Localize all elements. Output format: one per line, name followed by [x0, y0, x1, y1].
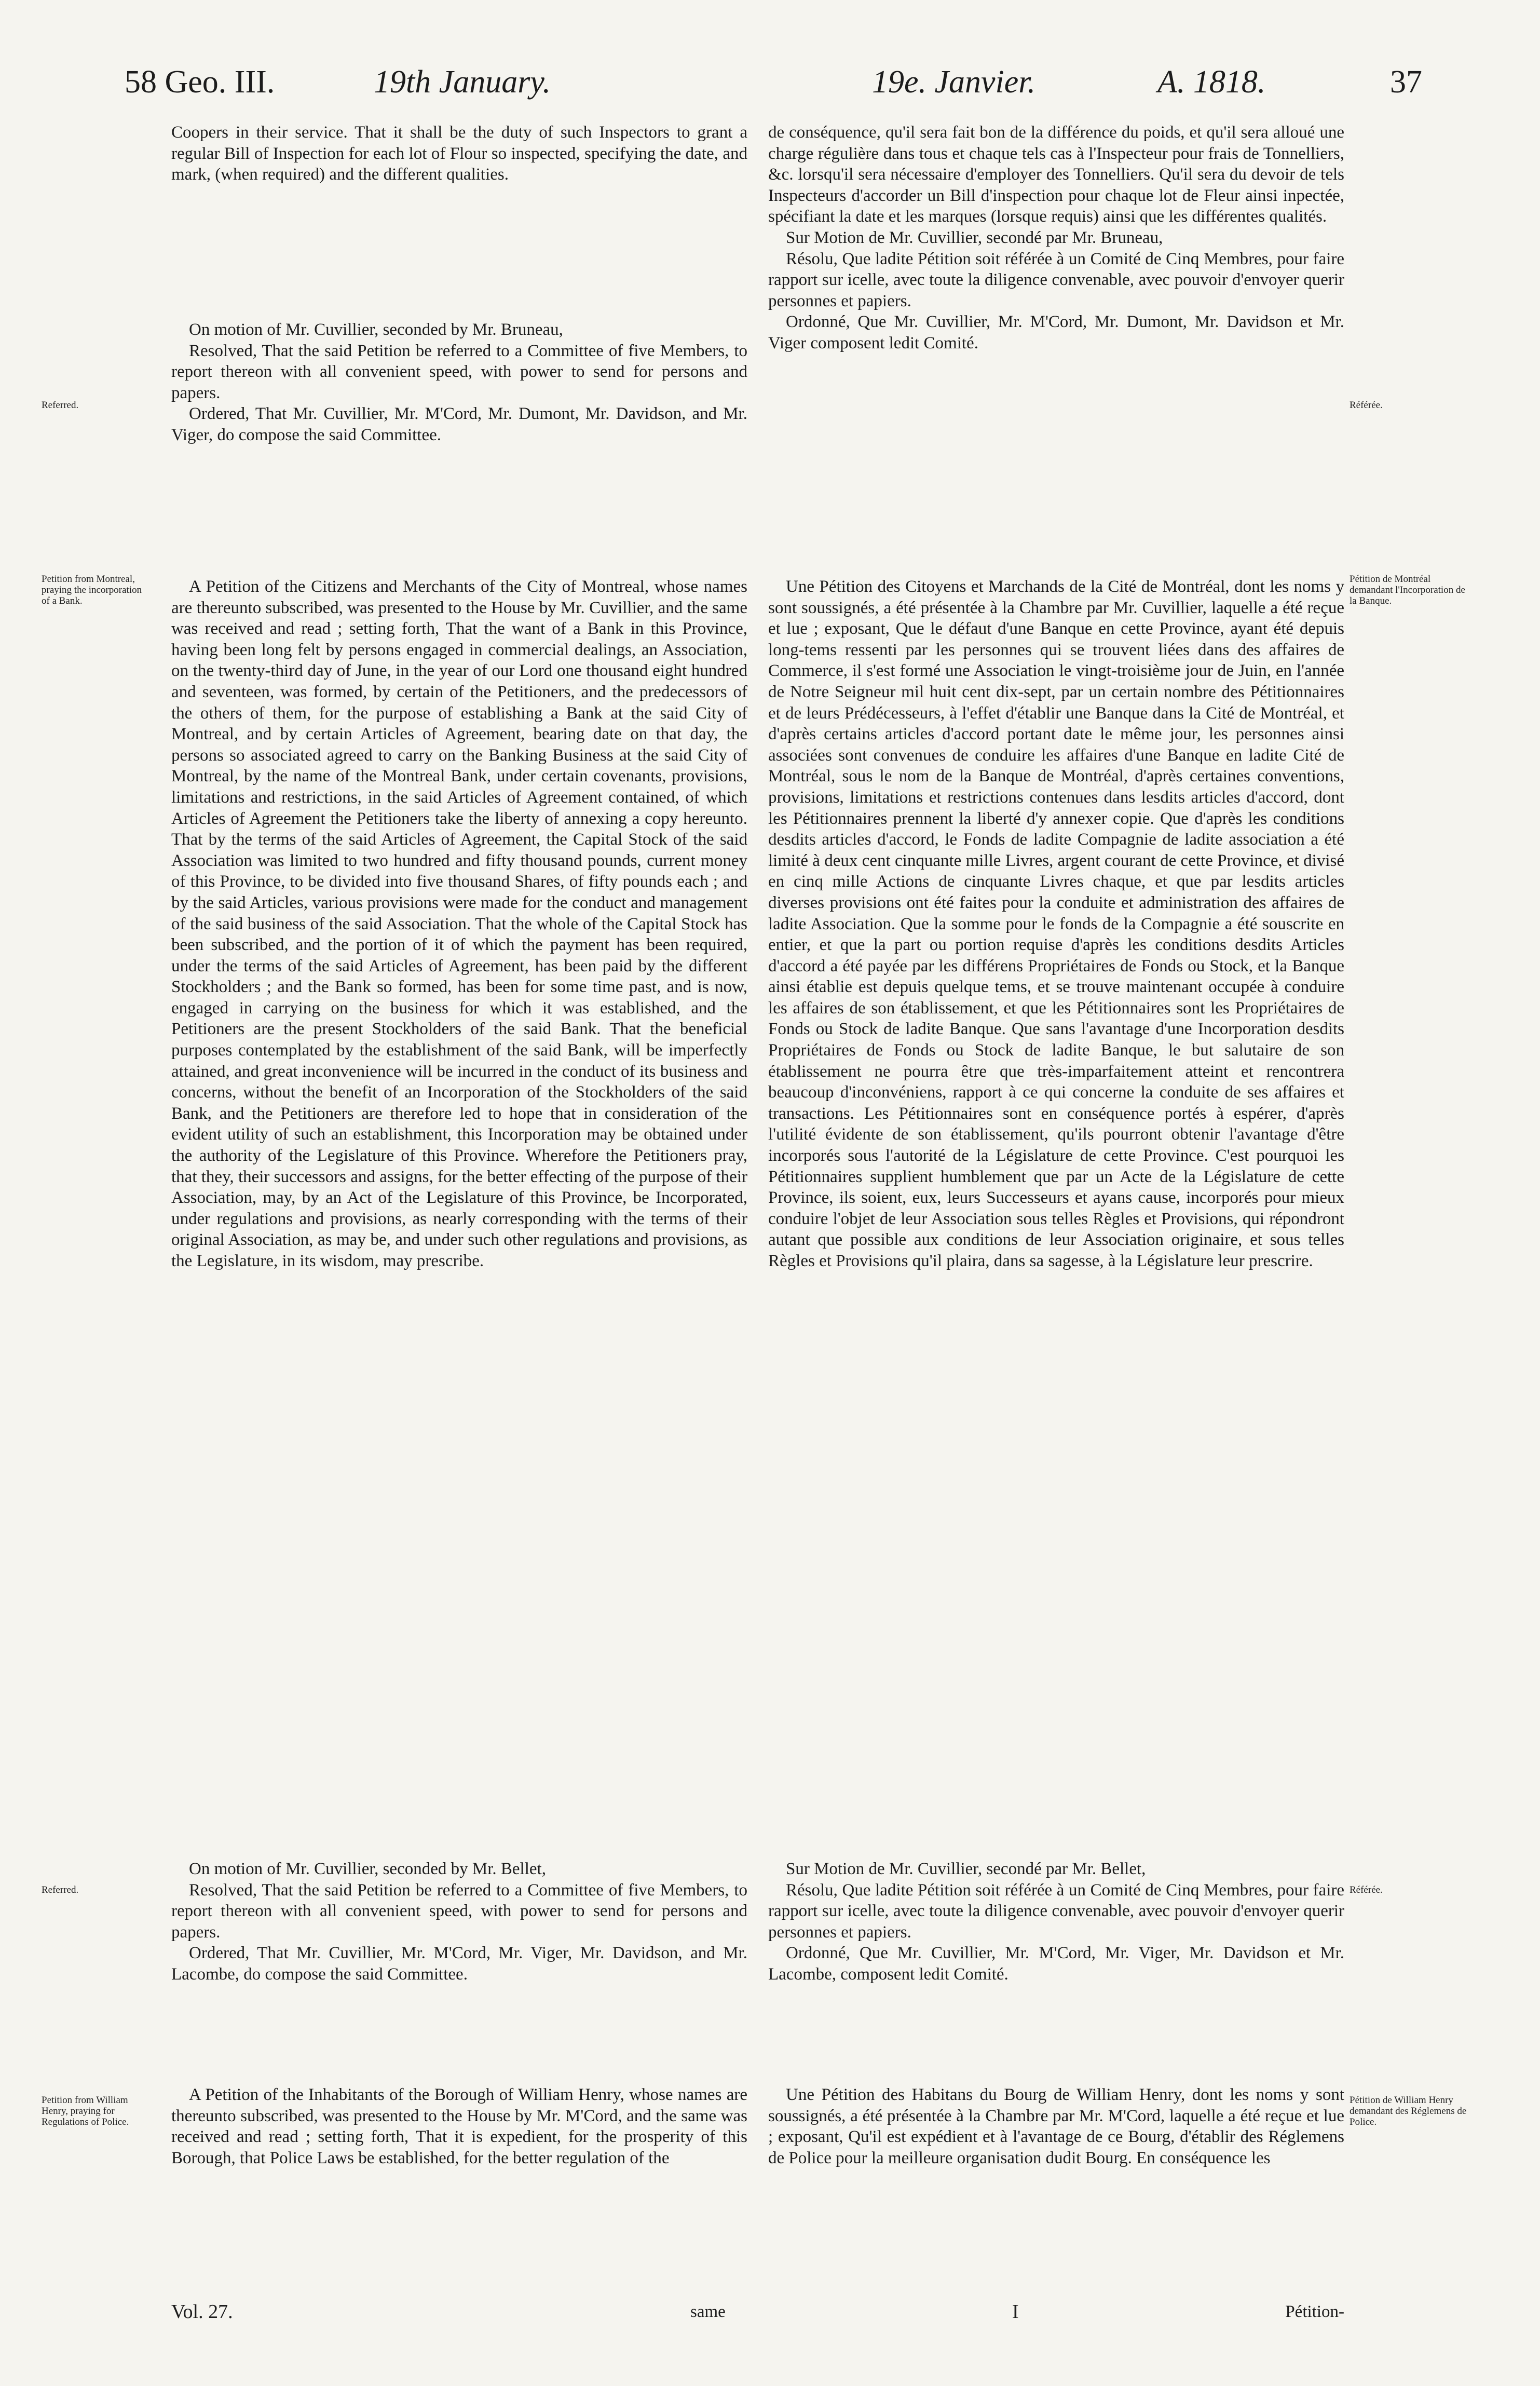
margin-note-montreal-petition-fr: Pétition de Montréal demandant l'Incorporation de la Banque.: [1350, 574, 1465, 606]
french-paragraph: de conséquence, qu'il sera fait bon de la différence du poids, et qu'il sera alloué une charge régulière dans tous et chaque tels cas à l'Inspecteur pour frais de Tonnelliers, &c. lorsqu'il sera nécessaire d'employer des Tonnelliers. Qu'il sera du devoir de tels Inspecteurs d'accorder un Bill d'inspection pour chaque lot de Fleur ainsi inpectée, spécifiant la date et les marques (lorsque requis) ainsi que les différentes qualités.: [768, 123, 1344, 226]
french-date: 19e. Janvier.: [872, 64, 1036, 100]
french-order: Ordonné, Que Mr. Cuvillier, Mr. M'Cord, Mr. Dumont, Mr. Davidson et Mr. Viger composent ledit Comité.: [768, 313, 1344, 353]
regnal-year: 58 Geo. III.: [125, 64, 275, 100]
running-header: [125, 61, 1422, 103]
english-block-5: [171, 2084, 747, 2168]
english-date: 19th January.: [374, 64, 551, 100]
french-resolution: Résolu, Que ladite Pétition soit référée à un Comité de Cinq Membres, pour faire rapport sur icelle, avec toute la diligence convenable, avec pouvoir d'envoyer querir personnes et papiers.: [768, 249, 1344, 310]
volume-label: Vol. 27.: [171, 2301, 233, 2323]
margin-note-william-henry-petition-fr: Pétition de William Henry demandant des Réglemens de Police.: [1350, 2095, 1467, 2127]
french-resolution: Résolu, Que ladite Pétition soit référée à un Comité de Cinq Membres, pour faire rapport sur icelle, avec toute la diligence convenable, avec pouvoir d'envoyer querir personnes et papiers.: [768, 1880, 1344, 1942]
french-block-5: [768, 2084, 1344, 2168]
margin-note-referee: Référée.: [1350, 1885, 1383, 1895]
english-petition: A Petition of the Citizens and Merchants of the City of Montreal, whose names are thereunto subscribed, was presented to the House by Mr. Cuvillier, and the same was received and read ; setting forth, That the want of a Bank in this Province, having been long felt by persons engaged in commercial dealings, an Association, on the twenty-third day of June, in the year of our Lord one thousand eight hundred and seventeen, was formed, by certain of the Petitioners, and the predecessors of the others of them, for the purpose of establishing a Bank at the said City of Montreal, and by certain Articles of Agreement, bearing date on that day, the persons so associated agreed to carry on the Banking Business at the said City of Montreal, by the name of the Montreal Bank, under certain covenants, provisions, limitations and restrictions, in the said Articles of Agreement contained, of which Articles of Agreement the Petitioners take the liberty of annexing a copy hereunto. That by the terms of the said Articles of Agreement, the Capital Stock of the said Association was limited to two hundred and fifty thousand pounds, current money of this Province, to be divided into five thousand Shares, of fifty pounds each ; and by the said Articles, various provisions were made for the conduct and management of the said business of the said Association. That the whole of the Capital Stock has been subscribed, and the portion of it of which the payment has been required, under the terms of the said Articles of Agreement, has been paid by the different Stockholders ; and the Bank so formed, has been for some time past, and is now, engaged in carrying on the business for which it was established, and the Petitioners are the present Stockholders of the said Bank. That the beneficial purposes contemplated by the establishment of the said Bank, will be imperfectly attained, and great inconvenience will be incurred in the conduct of its business and concerns, without the benefit of an Incorporation of the Stockholders of the said Bank, and the Petitioners are therefore led to hope that in consideration of the evident utility of such an establishment, this Incorporation may be obtained under the authority of the Legislature of this Province. Wherefore the Petitioners pray, that they, their successors and assigns, for the better effecting of the purpose of their Association, may, by an Act of the Legislature of this Province, be Incorporated, under regulations and provisions, as nearly corresponding with the terms of their original Association, as may be, and under such other regulations and provisions, as the Legislature, in its wisdom, may prescribe.: [171, 577, 747, 1270]
margin-note-william-henry-petition: Petition from William Henry, praying for Regulations of Police.: [42, 2095, 129, 2127]
french-petition: Une Pétition des Habitans du Bourg de William Henry, dont les noms y sont soussignés, a été présentée à la Chambre par Mr. M'Cord, laquelle a été reçue et lue ; exposant, Qu'il est expédient et à l'avantage de ce Bourg, d'établir des Réglemens de Police pour la meilleure organisation dudit Bourg. En conséquence les: [768, 2085, 1344, 2167]
french-catchword: Pétition-: [1285, 2302, 1344, 2321]
english-block-1: [171, 122, 747, 185]
english-order: Ordered, That Mr. Cuvillier, Mr. M'Cord, Mr. Viger, Mr. Davidson, and Mr. Lacombe, do compose the said Committee.: [171, 1944, 747, 1984]
french-petition: Une Pétition des Citoyens et Marchands de la Cité de Montréal, dont les noms y sont soussignés, a été présentée à la Chambre par Mr. Cuvillier, laquelle a été reçue et lue ; exposant, Que le défaut d'une Banque en cette Province, ayant été depuis long-tems ressenti par les personnes qui se trouvent liées dans des affaires de Commerce, il s'est formé une Association le vingt-troisième jour de Juin, en l'année de Notre Seigneur mil huit cent dix-sept, par un certain nombre des Pétitionnaires et de leurs Prédécesseurs, à l'effet d'établir une Banque dans la Cité de Montréal, et d'après certains articles d'accord portant date le même jour, les personnes ainsi associées sont convenues de conduire les affaires d'une Banque en ladite Cité de Montréal, sous le nom de la Banque de Montréal, d'après certaines conventions, provisions, limitations et restrictions contenues dans lesdits articles d'accord, dont les Pétitionnaires prennent la liberté d'y annexer copie. Que d'après les conditions desdits articles d'accord, le Fonds de ladite Compagnie de ladite association a été limité à deux cent cinquante mille Livres, argent courant de cette Province, et divisé en cinq mille Actions de cinquante Livres chaque, et que par lesdits articles diverses provisions ont été faites pour la conduite et administration des affaires de ladite Association. Que la somme pour le fonds de la Compagnie a été souscrite en entier, et que la part ou portion requise d'après les conditions desdits Articles d'accord a été payée par les différens Propriétaires de Fonds ou Stock, et la Banque ainsi établie est depuis quelque tems, et se trouve maintenant occupée à conduire les affaires de son établissement, et que les Pétitionnaires sont les Propriétaires de Fonds ou Stock de ladite Banque. Que sans l'avantage d'une Incorporation desdits Propriétaires de Fonds ou Stock de ladite Banque, le but salutaire de son établissement ne pourra être que très-imparfaitement atteint et rencontrera beaucoup d'inconvéniens, rapport à ce qui concerne la conduite de ses affaires et transactions. Les Pétitionnaires sont en conséquence portés à espérer, d'après l'utilité évidente de son établissement, qu'ils pourront obtenir l'avantage d'être incorporés sous l'autorité de la Législature de cette Province. C'est pourquoi les Pétitionnaires supplient humblement que par un Acte de la Législature de cette Province, ils soient, eux, leurs Successeurs et ayans cause, incorporés pour mieux conduire l'objet de leur Association sous telles Règles et Provisions, qui répondront autant que possible aux conditions de leur Association originaire, et sous telles Règles et Provisions qu'il plaira, dans sa sagesse, à la Législature leur prescrire.: [768, 577, 1344, 1270]
french-block-1: [768, 122, 1344, 354]
english-catchword: same: [690, 2302, 726, 2321]
english-motion: On motion of Mr. Cuvillier, seconded by Mr. Bruneau,: [189, 320, 563, 339]
english-resolution: Resolved, That the said Petition be referred to a Committee of five Members, to report thereon with all convenient speed, with power to send for persons and papers.: [171, 341, 747, 402]
french-motion: Sur Motion de Mr. Cuvillier, secondé par Mr. Bellet,: [786, 1860, 1146, 1878]
page-number: 37: [1390, 64, 1422, 100]
english-order: Ordered, That Mr. Cuvillier, Mr. M'Cord, Mr. Dumont, Mr. Davidson, and Mr. Viger, do compose the said Committee.: [171, 404, 747, 444]
signature-mark: I: [1012, 2301, 1019, 2323]
english-block-4: [171, 1859, 747, 1985]
page-footer: [171, 2299, 1344, 2325]
margin-note-referred: Referred.: [42, 400, 79, 411]
french-block-3: [768, 576, 1344, 1272]
french-order: Ordonné, Que Mr. Cuvillier, Mr. M'Cord, Mr. Viger, Mr. Davidson et Mr. Lacombe, composent ledit Comité.: [768, 1944, 1344, 1984]
english-block-2: [171, 319, 747, 446]
english-petition: A Petition of the Inhabitants of the Borough of William Henry, whose names are thereunto subscribed, was presented to the House by Mr. M'Cord, and the same was received and read ; setting forth, That it is expedient, for the prosperity of this Borough, that Police Laws be established, for the better regulation of the: [171, 2085, 747, 2167]
margin-note-referee: Référée.: [1350, 400, 1383, 411]
english-motion: On motion of Mr. Cuvillier, seconded by Mr. Bellet,: [189, 1860, 546, 1878]
margin-note-montreal-petition: Petition from Montreal, praying the incorporation of a Bank.: [42, 574, 142, 606]
english-block-3: [171, 576, 747, 1272]
french-motion: Sur Motion de Mr. Cuvillier, secondé par Mr. Bruneau,: [786, 228, 1163, 247]
margin-note-referred: Referred.: [42, 1885, 79, 1895]
english-resolution: Resolved, That the said Petition be referred to a Committee of five Members, to report thereon with all convenient speed, with power to send for persons and papers.: [171, 1880, 747, 1942]
french-block-4: [768, 1859, 1344, 1985]
english-paragraph: Coopers in their service. That it shall be the duty of such Inspectors to grant a regular Bill of Inspection for each lot of Flour so inspected, specifying the date, and mark, (when required) and the different qualities.: [171, 123, 747, 184]
calendar-year: A. 1818.: [1157, 64, 1266, 100]
